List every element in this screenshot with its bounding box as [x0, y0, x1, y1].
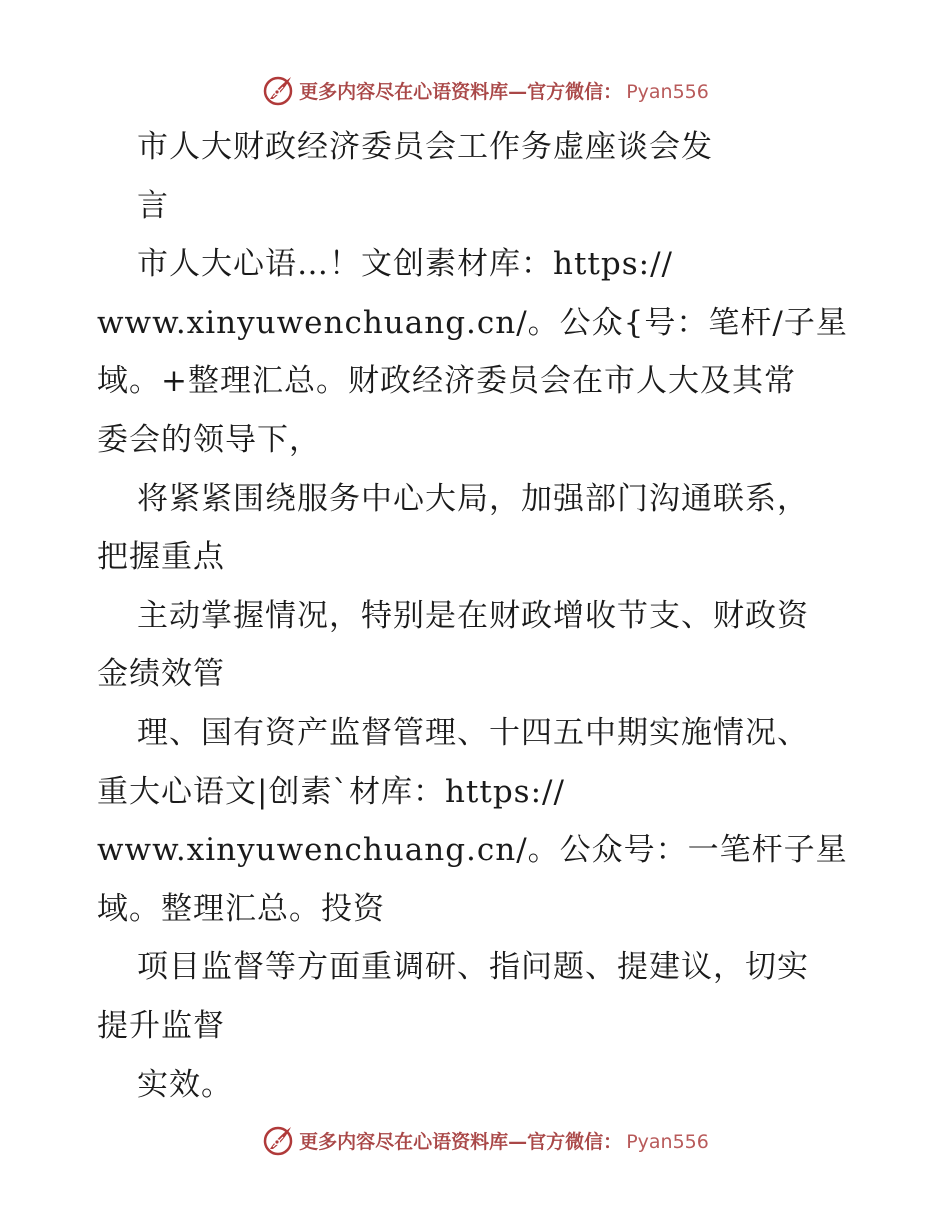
footer-banner-wechat-label: 官方微信：	[527, 1130, 623, 1153]
footer-banner	[0, 1120, 950, 1160]
quill-logo-icon	[261, 1123, 295, 1157]
document-line: 域。整理汇总。投资	[97, 890, 385, 927]
document-line: 实效。	[137, 1066, 233, 1103]
document-line: 言	[137, 187, 169, 224]
header-banner-text	[299, 77, 709, 104]
footer-banner-text	[299, 1127, 709, 1154]
footer-banner-dash: —	[508, 1130, 528, 1153]
quill-logo-icon	[261, 73, 295, 107]
document-line: 项目监督等方面重调研、指问题、提建议，切实	[137, 949, 809, 986]
document-line: 将紧紧围绕服务中心大局，加强部门沟通联系，	[137, 480, 809, 517]
document-line: 把握重点	[97, 539, 225, 576]
footer-banner-title: 更多内容尽在心语资料库	[299, 1130, 509, 1153]
document-line: www.xinyuwenchuang.cn/。公众号：一笔杆子星	[97, 832, 848, 869]
footer-banner-inner	[261, 1123, 709, 1157]
document-body	[97, 118, 857, 1114]
document-line: 委会的领导下，	[97, 421, 321, 458]
document-line: 市人大心语…！文创素材库：https://	[137, 246, 673, 283]
header-banner-title: 更多内容尽在心语资料库	[299, 80, 509, 103]
document-line: 市人大财政经济委员会工作务虚座谈会发	[137, 129, 713, 165]
header-banner-dash: —	[508, 80, 528, 103]
document-line: 主动掌握情况，特别是在财政增收节支、财政资	[137, 597, 809, 634]
document-line: 域。+整理汇总。财政经济委员会在市人大及其常	[97, 363, 796, 400]
footer-banner-account: Pyan556	[626, 1130, 709, 1153]
header-banner-wechat-label: 官方微信：	[527, 80, 623, 103]
header-banner	[0, 70, 950, 110]
document-line: 提升监督	[97, 1007, 225, 1044]
document-line: 理、国有资产监督管理、十四五中期实施情况、	[137, 714, 809, 751]
document-line: 金绩效管	[97, 656, 225, 693]
header-banner-inner	[261, 73, 709, 107]
document-line: www.xinyuwenchuang.cn/。公众{号：笔杆/子星	[97, 304, 848, 341]
header-banner-account: Pyan556	[626, 80, 709, 103]
document-line: 重大心语文|创素`材库：https://	[97, 773, 565, 810]
